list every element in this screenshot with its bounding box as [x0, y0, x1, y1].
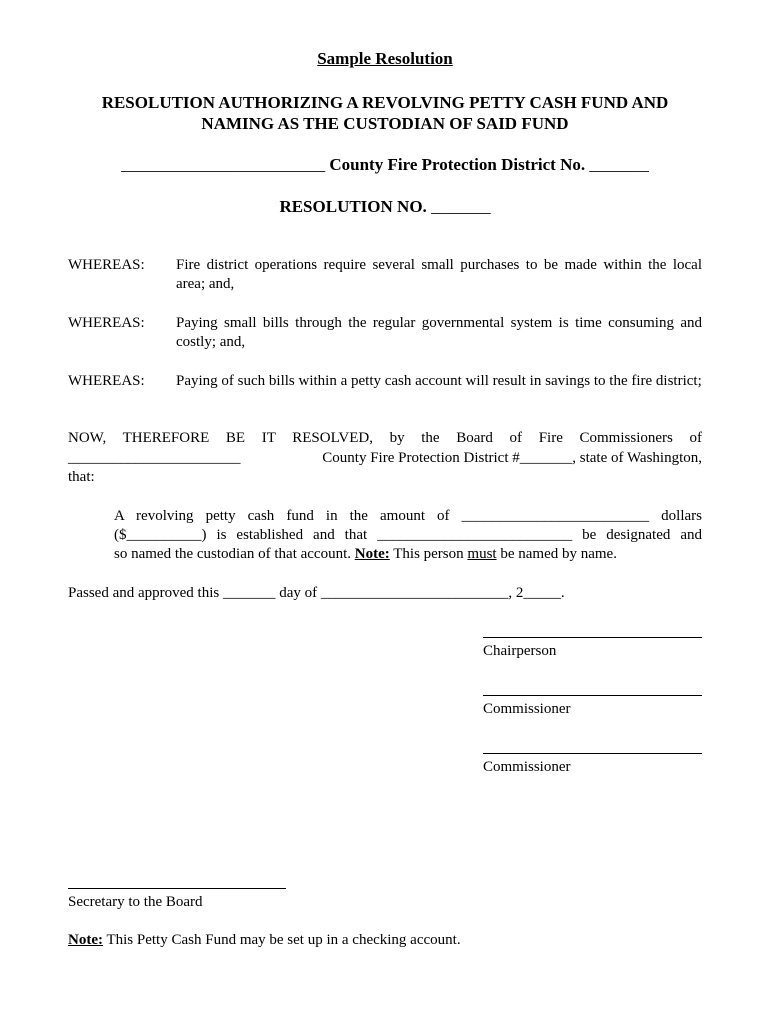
fund-line-3: [114, 545, 617, 564]
district-number-blank: _______: [589, 155, 649, 174]
fund-note-label: Note:: [354, 546, 390, 562]
fund-line-3-end: be named by name.: [500, 546, 617, 562]
fund-line-3-start: so named the custodian of that account.: [114, 546, 352, 562]
resolved-line-2: [68, 449, 702, 468]
fund-line-3-middle: This person: [393, 546, 464, 562]
footer-note-label: Note:: [68, 932, 103, 948]
commissioner-1-signature-line: [483, 695, 702, 696]
commissioner-2-label: Commissioner: [483, 759, 571, 775]
resolution-heading-line-2: NAMING AS THE CUSTODIAN OF SAID FUND: [201, 114, 569, 133]
resolution-number-blank: _______: [431, 197, 491, 216]
county-name-blank: ________________________: [121, 155, 326, 174]
fund-line-2: ($__________) is established and that __________________________ be designated and: [114, 527, 702, 543]
commissioner-2-signature-line: [483, 753, 702, 754]
resolved-line-3: that:: [68, 469, 95, 485]
secretary-label: Secretary to the Board: [68, 894, 203, 910]
whereas-text-2: Paying small bills through the regular governmental system is time consuming and costly; and,: [176, 315, 702, 350]
footer-note-text: This Petty Cash Fund may be set up in a checking account.: [106, 932, 461, 948]
county-district-text: County Fire Protection District No.: [329, 155, 586, 174]
chairperson-label: Chairperson: [483, 643, 557, 659]
page-title: Sample Resolution: [317, 49, 453, 68]
whereas-label-1: WHEREAS:: [68, 257, 145, 273]
footer-note: [68, 931, 461, 950]
whereas-text-3: Paying of such bills within a petty cash account will result in savings to the fire district;: [176, 373, 702, 389]
secretary-signature-line: [68, 888, 286, 889]
commissioner-1-label: Commissioner: [483, 701, 571, 717]
resolved-county-blank: _______________________: [68, 450, 241, 466]
fund-must-emphasis: must: [467, 546, 497, 562]
county-district-line: [0, 154, 770, 175]
passed-approved-line: Passed and approved this _______ day of _________________________, 2_____.: [68, 585, 565, 601]
whereas-label-3: WHEREAS:: [68, 373, 145, 389]
resolution-number-label: RESOLUTION NO.: [279, 197, 427, 216]
whereas-label-2: WHEREAS:: [68, 315, 145, 331]
whereas-text-1: Fire district operations require several small purchases to be made within the local area; and,: [176, 257, 702, 292]
resolution-number-line: [0, 196, 770, 217]
resolved-line-1: NOW, THEREFORE BE IT RESOLVED, by the Board of Fire Commissioners of: [68, 430, 702, 446]
resolved-county-text: County Fire Protection District #_______, state of Washington,: [322, 450, 702, 466]
chairperson-signature-line: [483, 637, 702, 638]
resolution-heading-line-1: RESOLUTION AUTHORIZING A REVOLVING PETTY CASH FUND AND: [101, 93, 669, 112]
fund-line-1: A revolving petty cash fund in the amount of _________________________ dollars: [114, 508, 702, 524]
